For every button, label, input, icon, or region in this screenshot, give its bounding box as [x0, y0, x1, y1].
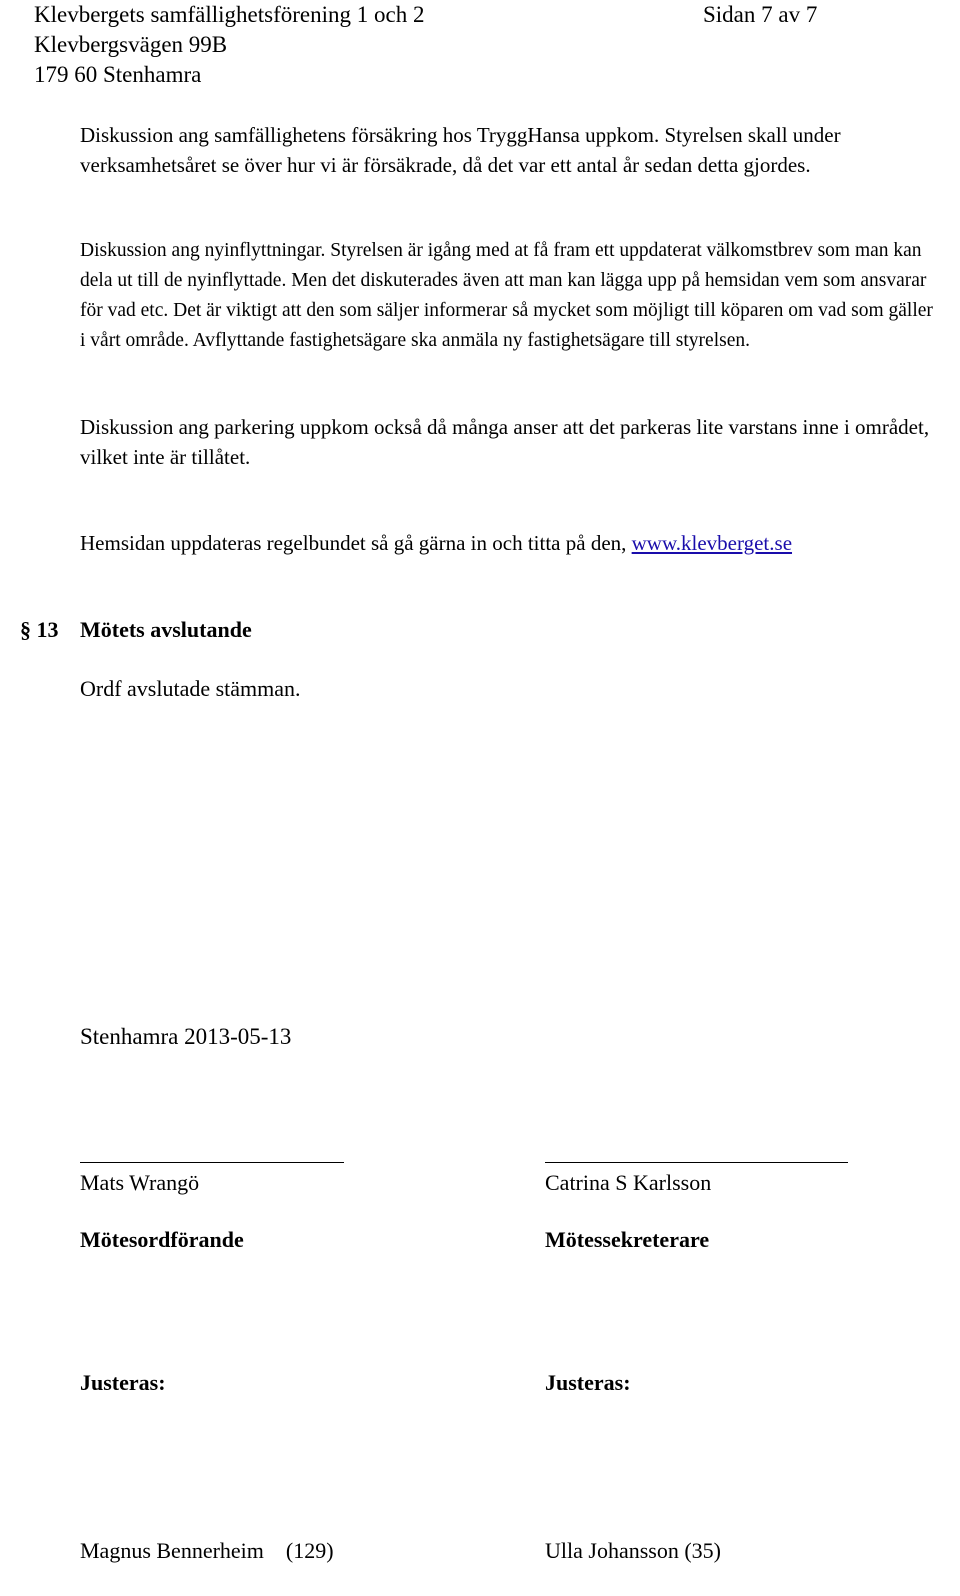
- website-text: Hemsidan uppdateras regelbundet så gå gärna in och titta på den,: [80, 531, 632, 555]
- postal-address: 179 60 Stenhamra: [34, 62, 202, 87]
- adjuster-right-name: Ulla Johansson (35): [545, 1538, 721, 1563]
- justeras-label-right: Justeras:: [545, 1370, 631, 1395]
- website-link[interactable]: www.klevberget.se: [631, 531, 793, 555]
- chair-role: Mötesordförande: [80, 1227, 244, 1252]
- place-date: Stenhamra 2013-05-13: [80, 1024, 292, 1049]
- secretary-name: Catrina S Karlsson: [545, 1170, 712, 1195]
- chair-name: Mats Wrangö: [80, 1170, 200, 1195]
- signature-line-right: [545, 1162, 848, 1163]
- parking-paragraph: Diskussion ang parkering uppkom också då många anser att det parkeras lite varstans inne i området, vilket inte är tillåtet.: [80, 415, 930, 469]
- section-13-number: § 13: [20, 617, 59, 642]
- justeras-label-left: Justeras:: [80, 1370, 166, 1395]
- street-address: Klevbergsvägen 99B: [34, 32, 228, 57]
- section-13-body: Ordf avslutade stämman.: [80, 676, 301, 701]
- section-13-title: Mötets avslutande: [80, 617, 252, 642]
- signature-line-left: [80, 1162, 344, 1163]
- adjuster-left-name: Magnus Bennerheim (129): [80, 1538, 334, 1563]
- page-number: Sidan 7 av 7: [703, 2, 818, 27]
- insurance-paragraph: Diskussion ang samfällighetens försäkring hos TryggHansa uppkom. Styrelsen skall under verksamhetsåret se över hur vi är försäkrade, då det var ett antal år sedan detta gjordes.: [80, 123, 841, 177]
- newcomers-paragraph: Diskussion ang nyinflyttningar. Styrelsen är igång med at få fram ett uppdaterat välkomstbrev som man kan dela ut till de nyinflyttade. Men det diskuterades även att man kan lägga upp på hemsidan vem som ansvarar för vad etc. Det är viktigt att den som säljer informerar så mycket som möjligt till köparen om vad som gäller i vårt område. Avflyttande fastighetsägare ska anmäla ny fastighetsägare till styrelsen.: [80, 240, 933, 351]
- org-name: Klevbergets samfällighetsförening 1 och 2: [34, 2, 425, 27]
- secretary-role: Mötessekreterare: [545, 1227, 710, 1252]
- website-paragraph: [80, 528, 792, 558]
